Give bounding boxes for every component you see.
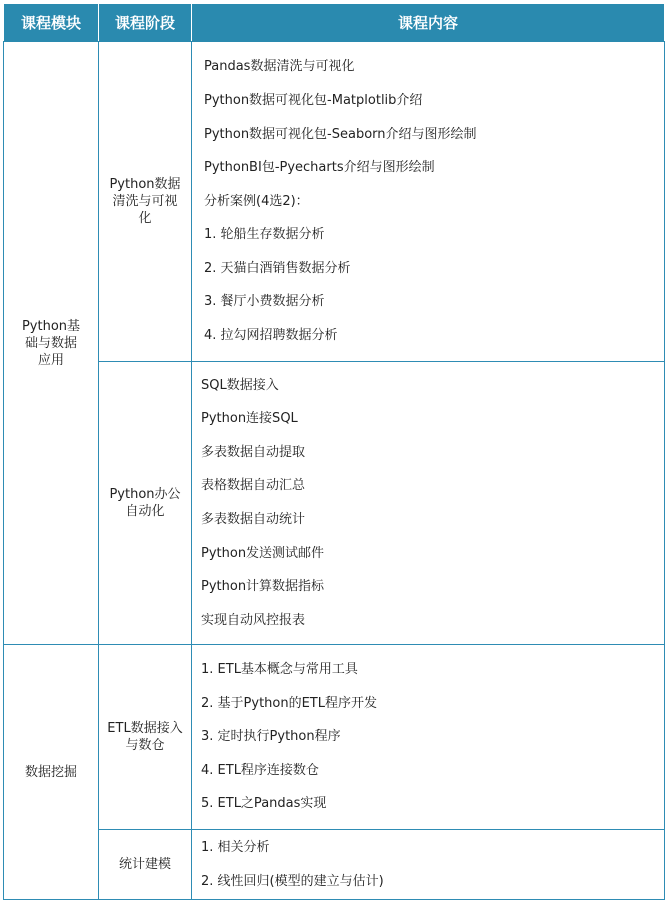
header-module: 课程模块 <box>4 4 99 42</box>
content-cell <box>192 362 665 645</box>
list-item: 多表数据自动统计 <box>201 512 306 527</box>
table-row <box>4 42 665 362</box>
list-item: 1. ETL基本概念与常用工具 <box>201 662 358 678</box>
list-item: 1. 相关分析 <box>201 839 270 855</box>
list-item: 2. 天猫白酒销售数据分析 <box>204 260 351 276</box>
list-item: 4. 拉勾网招聘数据分析 <box>204 328 338 344</box>
header-stage: 课程阶段 <box>99 4 192 42</box>
list-item: 实现自动风控报表 <box>201 612 306 628</box>
table-row <box>4 645 665 830</box>
list-item: 分析案例(4选2)： <box>204 193 309 209</box>
list-item: 2. 线性回归(模型的建立与估计) <box>201 873 384 889</box>
list-item: 多表数据自动提取 <box>201 444 306 460</box>
list-item: Pandas数据清洗与可视化 <box>204 59 355 75</box>
list-item: 1. 轮船生存数据分析 <box>204 227 325 243</box>
stage-cell: ETL数据接入 与数仓 <box>99 645 192 830</box>
course-table <box>3 3 665 900</box>
list-item: 3. 餐厅小费数据分析 <box>204 294 325 310</box>
list-item: 2. 基于Python的ETL程序开发 <box>201 695 377 711</box>
stage-cell: Python办公 自动化 <box>99 362 192 645</box>
table-header-row <box>4 4 665 42</box>
list-item: 4. ETL程序连接数仓 <box>201 762 319 778</box>
stage-cell: Python数据 清洗与可视 化 <box>99 42 192 362</box>
content-cell <box>192 830 665 900</box>
module-cell: 数据挖掘 <box>4 645 99 900</box>
table-row <box>4 362 665 645</box>
list-item: SQL数据接入 <box>201 377 279 393</box>
list-item: Python发送测试邮件 <box>201 545 325 561</box>
header-content: 课程内容 <box>192 4 665 42</box>
content-cell <box>192 42 665 362</box>
list-item: 5. ETL之Pandas实现 <box>201 796 327 812</box>
module-cell: Python基 础与数据 应用 <box>4 42 99 645</box>
content-cell <box>192 645 665 830</box>
list-item: Python计算数据指标 <box>201 579 325 595</box>
list-item: Python数据可视化包-Matplotlib介绍 <box>204 92 423 108</box>
list-item: 3. 定时执行Python程序 <box>201 729 341 745</box>
stage-cell: 统计建模 <box>99 830 192 900</box>
list-item: Python数据可视化包-Seaborn介绍与图形绘制 <box>204 126 477 142</box>
table-row <box>4 830 665 900</box>
list-item: Python连接SQL <box>201 411 298 427</box>
list-item: 表格数据自动汇总 <box>201 478 306 494</box>
list-item: PythonBI包-Pyecharts介绍与图形绘制 <box>204 160 435 176</box>
